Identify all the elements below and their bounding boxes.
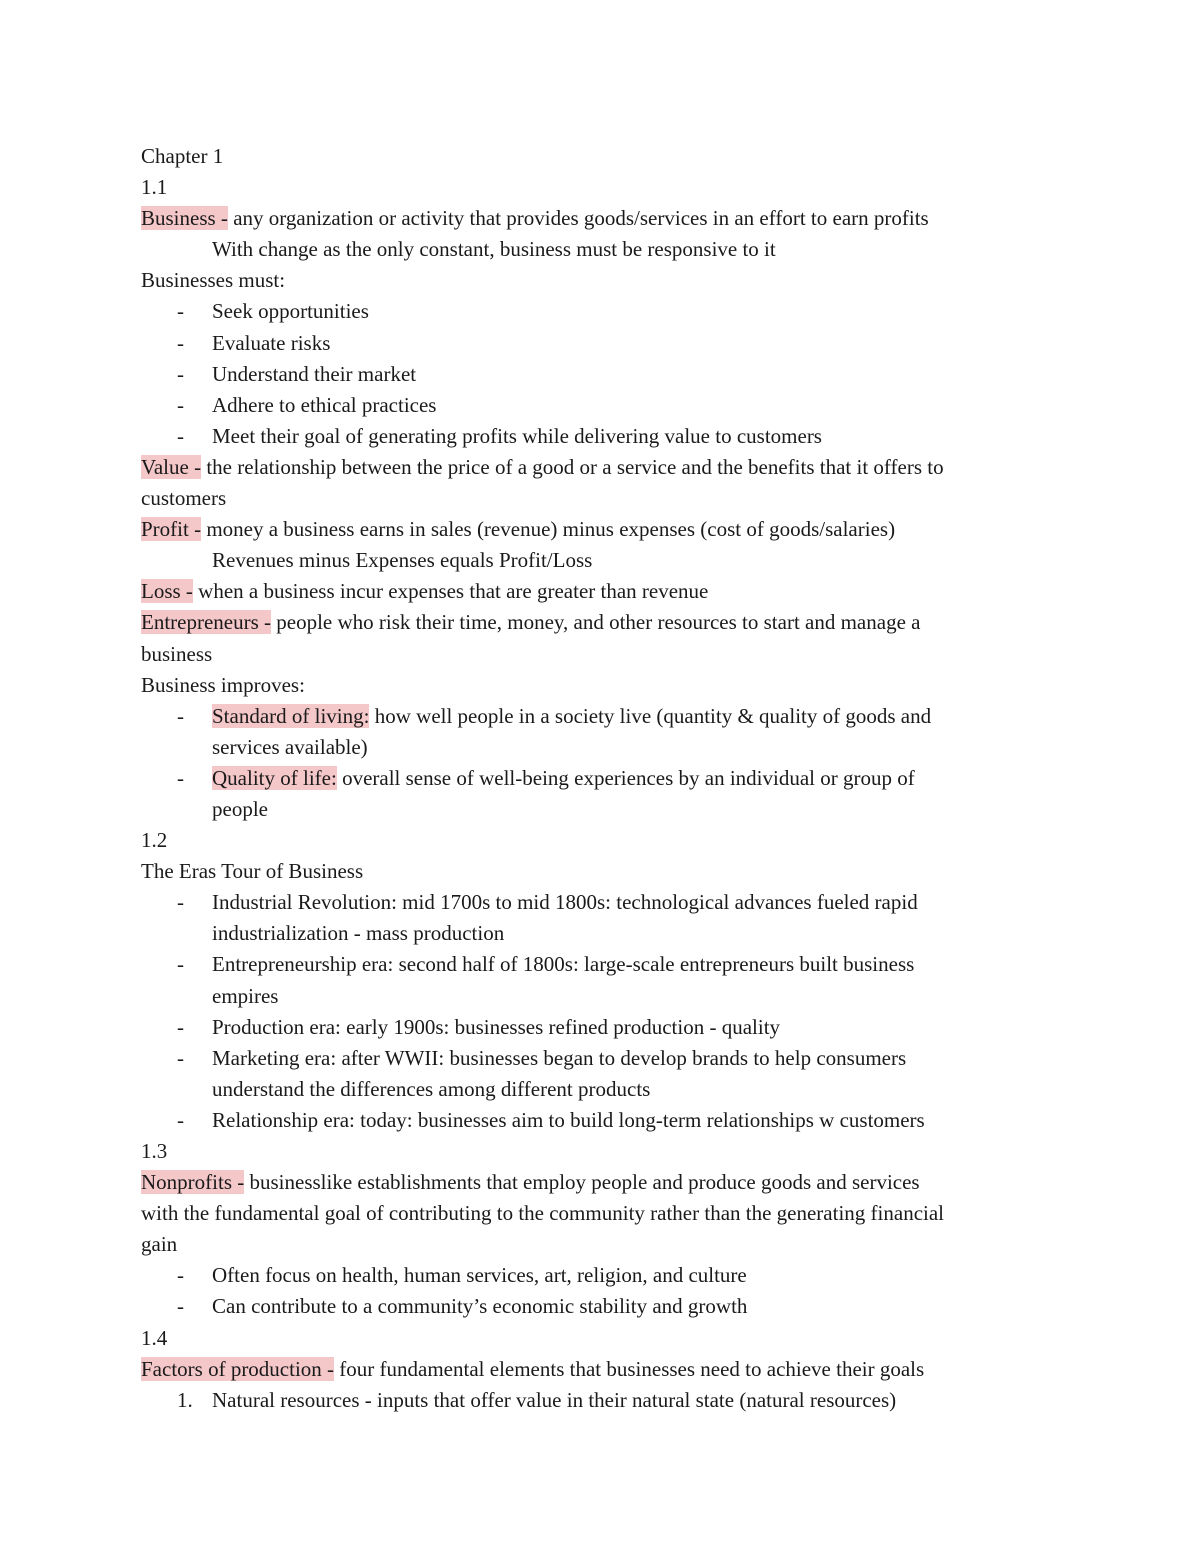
dash-marker: - [177, 330, 184, 355]
indented-note: Revenues minus Expenses equals Profit/Loss [212, 548, 593, 573]
dash-marker: - [177, 1045, 184, 1070]
section-number: 1.2 [141, 828, 168, 853]
list-item: - Production era: early 1900s: businesses refined production - quality [141, 1012, 1061, 1043]
definition-entrepreneurs [141, 607, 1061, 638]
definition-nonprofits [141, 1167, 1061, 1198]
definition-text: the relationship between the price of a good or a service and the benefits that it offers to [201, 454, 944, 479]
definition-continuation: customers [141, 486, 227, 511]
term-highlight: Profit - [141, 517, 202, 542]
dash-marker: - [177, 703, 184, 728]
numbered-list-item: 1. Natural resources - inputs that offer value in their natural state (natural resources) [141, 1385, 1061, 1416]
list-item: - Can contribute to a community’s economic stability and growth [141, 1291, 1061, 1322]
definition-continuation: business [141, 641, 213, 666]
term-highlight: Nonprofits - [141, 1170, 245, 1195]
dash-marker: - [177, 1294, 184, 1319]
list-item: - Often focus on health, human services, art, religion, and culture [141, 1260, 1061, 1291]
indented-note: With change as the only constant, business must be responsive to it [212, 237, 776, 262]
dash-marker: - [177, 765, 184, 790]
definition-value [141, 452, 1061, 483]
dash-marker: - [177, 952, 184, 977]
dash-marker: - [177, 890, 184, 915]
definition-text: four fundamental elements that businesses need to achieve their goals [334, 1356, 925, 1381]
list-item: - Standard of living: how well people in a society live (quantity & quality of goods and [141, 701, 1061, 732]
definition-text: businesslike establishments that employ people and produce goods and services [244, 1170, 920, 1195]
definition-text: money a business earns in sales (revenue) minus expenses (cost of goods/salaries) [201, 517, 896, 542]
definition-continuation: gain [141, 1232, 178, 1257]
definition-text: people who risk their time, money, and other resources to start and manage a [271, 610, 921, 635]
list-item-continuation: empires [212, 983, 279, 1008]
list-item: - Quality of life: overall sense of well-being experiences by an individual or group of [141, 763, 1061, 794]
chapter-title: Chapter 1 [141, 144, 224, 168]
list-item: - Adhere to ethical practices [141, 390, 1061, 421]
dash-marker: - [177, 1263, 184, 1288]
list-heading: The Eras Tour of Business [141, 859, 364, 884]
section-number: 1.1 [141, 175, 168, 200]
document-body [141, 141, 1061, 1416]
list-heading: Businesses must: [141, 268, 286, 293]
dash-marker: - [177, 392, 184, 417]
list-item-continuation: people [212, 796, 268, 821]
list-item-continuation: industrialization - mass production [212, 921, 505, 946]
section-number: 1.3 [141, 1139, 168, 1163]
term-highlight: Standard of living: [212, 703, 370, 728]
term-highlight: Value - [141, 454, 202, 479]
list-item: - Entrepreneurship era: second half of 1800s: large-scale entrepreneurs built business [141, 949, 1061, 980]
list-item: - Evaluate risks [141, 328, 1061, 359]
list-item-continuation: services available) [212, 734, 368, 759]
definition-factors [141, 1354, 1061, 1385]
dash-marker: - [177, 1107, 184, 1132]
definition-loss [141, 576, 1061, 607]
dash-marker: - [177, 299, 184, 324]
definition-business [141, 203, 1061, 234]
list-item-continuation: understand the differences among different products [212, 1076, 651, 1101]
list-item: - Seek opportunities [141, 296, 1061, 327]
list-item: - Relationship era: today: businesses aim to build long-term relationships w customers [141, 1105, 1061, 1136]
dash-marker: - [177, 361, 184, 386]
dash-marker: - [177, 1014, 184, 1039]
term-highlight: Entrepreneurs - [141, 610, 272, 635]
definition-text: when a business incur expenses that are greater than revenue [192, 579, 709, 604]
term-highlight: Factors of production - [141, 1356, 335, 1381]
list-item: - Meet their goal of generating profits while delivering value to customers [141, 421, 1061, 452]
list-item: - Marketing era: after WWII: businesses began to develop brands to help consumers [141, 1043, 1061, 1074]
term-highlight: Business - [141, 206, 228, 231]
list-item: - Understand their market [141, 359, 1061, 390]
dash-marker: - [177, 423, 184, 448]
list-item: - Industrial Revolution: mid 1700s to mid 1800s: technological advances fueled rapid [141, 887, 1061, 918]
definition-text: any organization or activity that provides goods/services in an effort to earn profits [227, 206, 929, 231]
definition-profit [141, 514, 1061, 545]
term-highlight: Loss - [141, 579, 193, 604]
term-highlight: Quality of life: [212, 765, 337, 790]
number-marker: 1. [177, 1387, 193, 1412]
section-number: 1.4 [141, 1325, 168, 1350]
definition-continuation: with the fundamental goal of contributing to the community rather than the generating financial [141, 1201, 945, 1226]
list-heading: Business improves: [141, 672, 305, 697]
